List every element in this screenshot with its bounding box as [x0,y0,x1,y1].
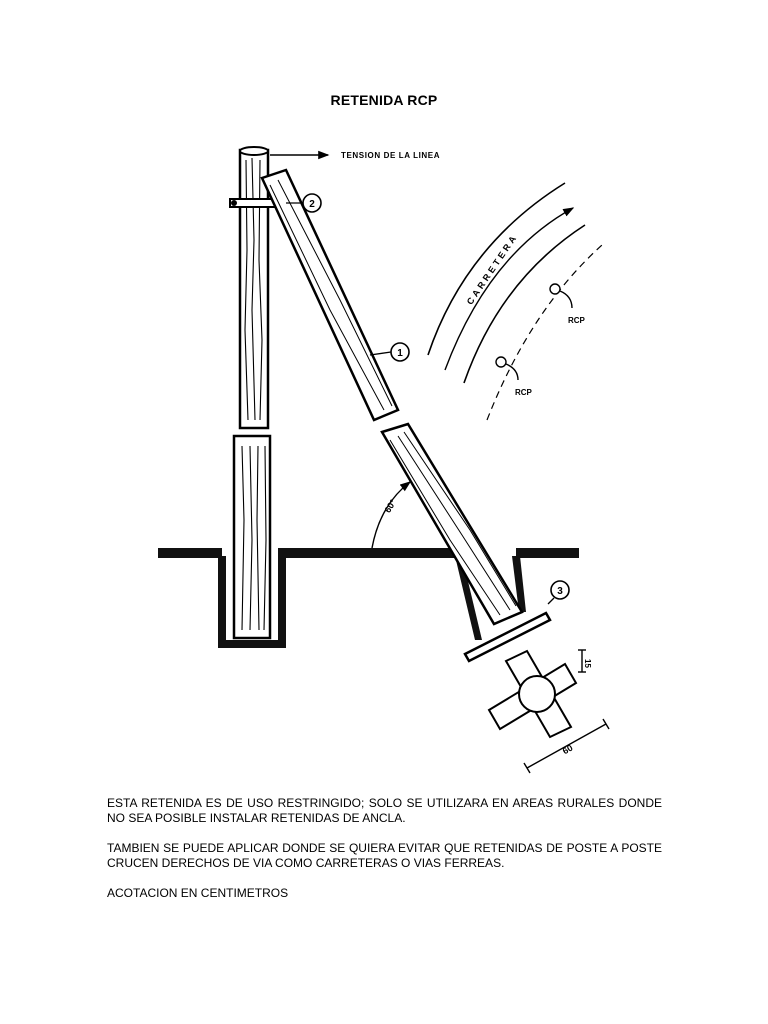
angle-label: 60° [382,497,399,515]
callout-3-label: 3 [557,586,563,597]
road-label: CARRETERA [464,231,520,307]
rcp-symbol-upper [550,284,586,325]
tension-arrow [270,151,440,160]
page-title: RETENIDA RCP [330,92,438,108]
dim-width-label: 60 [560,742,575,757]
paragraph-application: TAMBIEN SE PUEDE APLICAR DONDE SE QUIERA EVITAR QUE RETENIDAS DE POSTE A POSTE CRUCEN DERECHOS DE VIA COMO CARRETERAS O VIAS FERREAS. [107,841,662,870]
callout-1-label: 1 [397,348,403,359]
vertical-pole [234,147,270,638]
rcp-symbol-lower [496,357,533,397]
paragraph-usage: ESTA RETENIDA ES DE USO RESTRINGIDO; SOLO SE UTILIZARA EN AREAS RURALES DONDE NO SEA POSIBLE INSTALAR RETENIDAS DE ANCLA. [107,796,662,825]
rcp-label-lower: RCP [515,388,532,397]
paragraph-units-note: ACOTACION EN CENTIMETROS [107,886,289,900]
cross-plate-detail [489,651,576,737]
callout-2-label: 2 [309,199,315,210]
angle-indicator [372,482,410,548]
dim-plate-label: 15 [583,659,592,668]
callout-3 [548,581,569,604]
rcp-label-upper: RCP [568,316,585,325]
callout-1 [370,343,409,361]
road [428,183,602,420]
tension-label: TENSION DE LA LINEA [341,151,441,160]
